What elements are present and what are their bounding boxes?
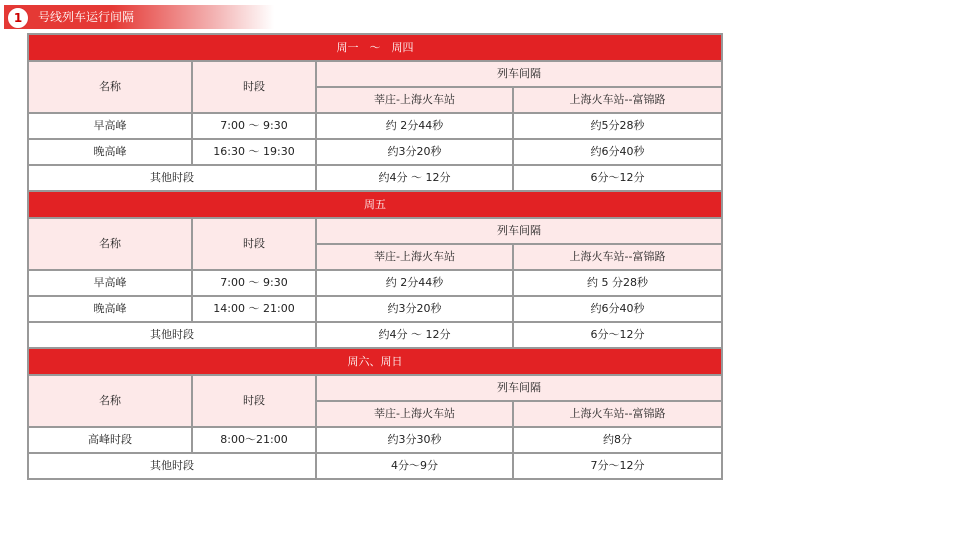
col-header-dir2: 上海火车站--富锦路 (514, 88, 721, 112)
row-name: 晚高峰 (29, 140, 191, 164)
row-interval-dir1: 约3分30秒 (317, 428, 512, 452)
row-name: 其他时段 (29, 323, 315, 347)
section-title: 号线列车运行间隔 (38, 10, 135, 24)
section-header-friday: 周五 (29, 192, 721, 217)
table-row (29, 428, 721, 452)
row-name: 高峰时段 (29, 428, 191, 452)
table-row (29, 114, 721, 138)
col-header-interval: 列车间隔 (317, 219, 721, 243)
col-header-period: 时段 (193, 219, 315, 269)
table-row-other (29, 454, 721, 478)
col-header-dir2: 上海火车站--富锦路 (514, 245, 721, 269)
col-header-dir1: 莘庄-上海火车站 (317, 402, 512, 426)
train-interval-table (27, 33, 723, 480)
col-header-dir2: 上海火车站--富锦路 (514, 402, 721, 426)
row-interval-dir2: 约5分28秒 (514, 114, 721, 138)
row-interval-dir1: 4分～9分 (317, 454, 512, 478)
table-row (29, 297, 721, 321)
row-interval-dir2: 7分～12分 (514, 454, 721, 478)
row-interval-dir2: 6分～12分 (514, 323, 721, 347)
table-row-other (29, 323, 721, 347)
row-time: 8:00～21:00 (193, 428, 315, 452)
row-interval-dir1: 约 2分44秒 (317, 271, 512, 295)
row-interval-dir2: 约6分40秒 (514, 297, 721, 321)
row-interval-dir2: 6分～12分 (514, 166, 721, 190)
row-interval-dir1: 约3分20秒 (317, 297, 512, 321)
row-interval-dir1: 约4分 ～ 12分 (317, 166, 512, 190)
row-name: 晚高峰 (29, 297, 191, 321)
row-name: 早高峰 (29, 271, 191, 295)
row-time: 14:00 ～ 21:00 (193, 297, 315, 321)
row-name: 其他时段 (29, 166, 315, 190)
col-header-dir1: 莘庄-上海火车站 (317, 88, 512, 112)
col-header-interval: 列车间隔 (317, 62, 721, 86)
row-time: 7:00 ～ 9:30 (193, 114, 315, 138)
section-header-weekdays: 周一 ～ 周四 (29, 35, 721, 60)
col-header-period: 时段 (193, 62, 315, 112)
row-name: 其他时段 (29, 454, 315, 478)
row-interval-dir2: 约8分 (514, 428, 721, 452)
section-number-badge: 1 (7, 7, 29, 29)
section-title-bar (4, 5, 274, 29)
row-time: 16:30 ～ 19:30 (193, 140, 315, 164)
row-interval-dir1: 约4分 ～ 12分 (317, 323, 512, 347)
col-header-period: 时段 (193, 376, 315, 426)
col-header-name: 名称 (29, 376, 191, 426)
col-header-name: 名称 (29, 62, 191, 112)
row-interval-dir1: 约 2分44秒 (317, 114, 512, 138)
row-time: 7:00 ～ 9:30 (193, 271, 315, 295)
row-name: 早高峰 (29, 114, 191, 138)
table-row-other (29, 166, 721, 190)
row-interval-dir2: 约6分40秒 (514, 140, 721, 164)
row-interval-dir2: 约 5 分28秒 (514, 271, 721, 295)
table-row (29, 271, 721, 295)
col-header-dir1: 莘庄-上海火车站 (317, 245, 512, 269)
section-header-weekend: 周六、周日 (29, 349, 721, 374)
table-row (29, 140, 721, 164)
col-header-name: 名称 (29, 219, 191, 269)
row-interval-dir1: 约3分20秒 (317, 140, 512, 164)
col-header-interval: 列车间隔 (317, 376, 721, 400)
